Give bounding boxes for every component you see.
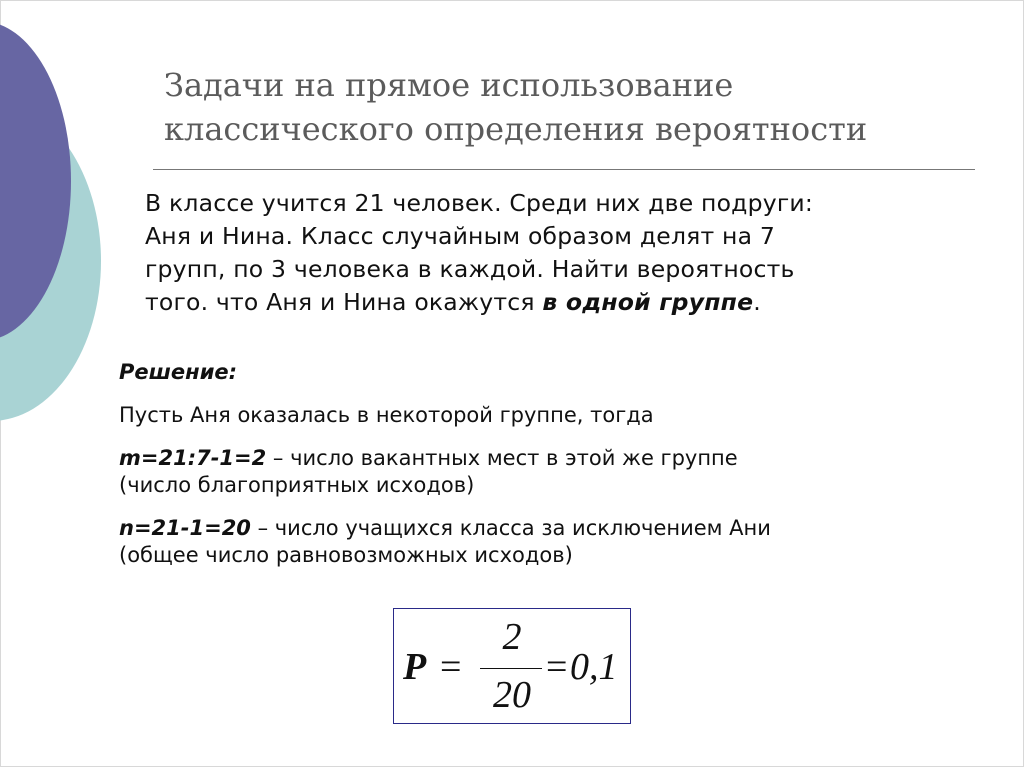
solution-block — [119, 359, 939, 569]
solution-heading: Решение: — [119, 360, 238, 384]
formula-equals-1: = — [440, 646, 462, 688]
formula-result: 0,1 — [570, 646, 618, 688]
problem-statement — [145, 187, 965, 319]
n-text: – число учащихся класса за исключением Ани — [250, 516, 771, 540]
probability-formula-box — [393, 608, 631, 724]
m-formula: m=21:7-1=2 — [119, 446, 267, 470]
problem-line-4 — [145, 286, 965, 319]
problem-line-4-suffix: . — [753, 288, 761, 316]
solution-m-line — [119, 445, 939, 472]
formula-p: P — [403, 646, 427, 688]
solution-n-paragraph — [119, 515, 939, 569]
solution-m-paragraph — [119, 445, 939, 499]
formula-fraction-bar — [480, 668, 542, 669]
formula-numerator: 2 — [502, 616, 522, 658]
title-line-2: классического определения вероятности — [164, 110, 868, 148]
m-note: (число благоприятных исходов) — [119, 473, 475, 497]
problem-line-1: В классе учится 21 человек. Среди них две подруги: — [145, 189, 813, 217]
formula-equals-2: = — [546, 646, 568, 688]
solution-intro: Пусть Аня оказалась в некоторой группе, тогда — [119, 403, 654, 427]
problem-emphasis: в одной группе — [542, 288, 754, 316]
m-text: – число вакантных мест в этой же группе — [266, 446, 738, 470]
slide-title — [164, 63, 944, 151]
solution-n-line — [119, 515, 939, 542]
n-formula: n=21-1=20 — [119, 516, 251, 540]
title-divider — [153, 169, 975, 170]
problem-line-4-prefix: того. что Аня и Нина окажутся — [145, 288, 543, 316]
title-line-1: Задачи на прямое использование — [164, 66, 734, 104]
problem-line-3: групп, по 3 человека в каждой. Найти вероятность — [145, 255, 795, 283]
n-note: (общее число равновозможных исходов) — [119, 543, 573, 567]
formula-denominator: 20 — [493, 674, 531, 716]
problem-line-2: Аня и Нина. Класс случайным образом делят на 7 — [145, 222, 776, 250]
